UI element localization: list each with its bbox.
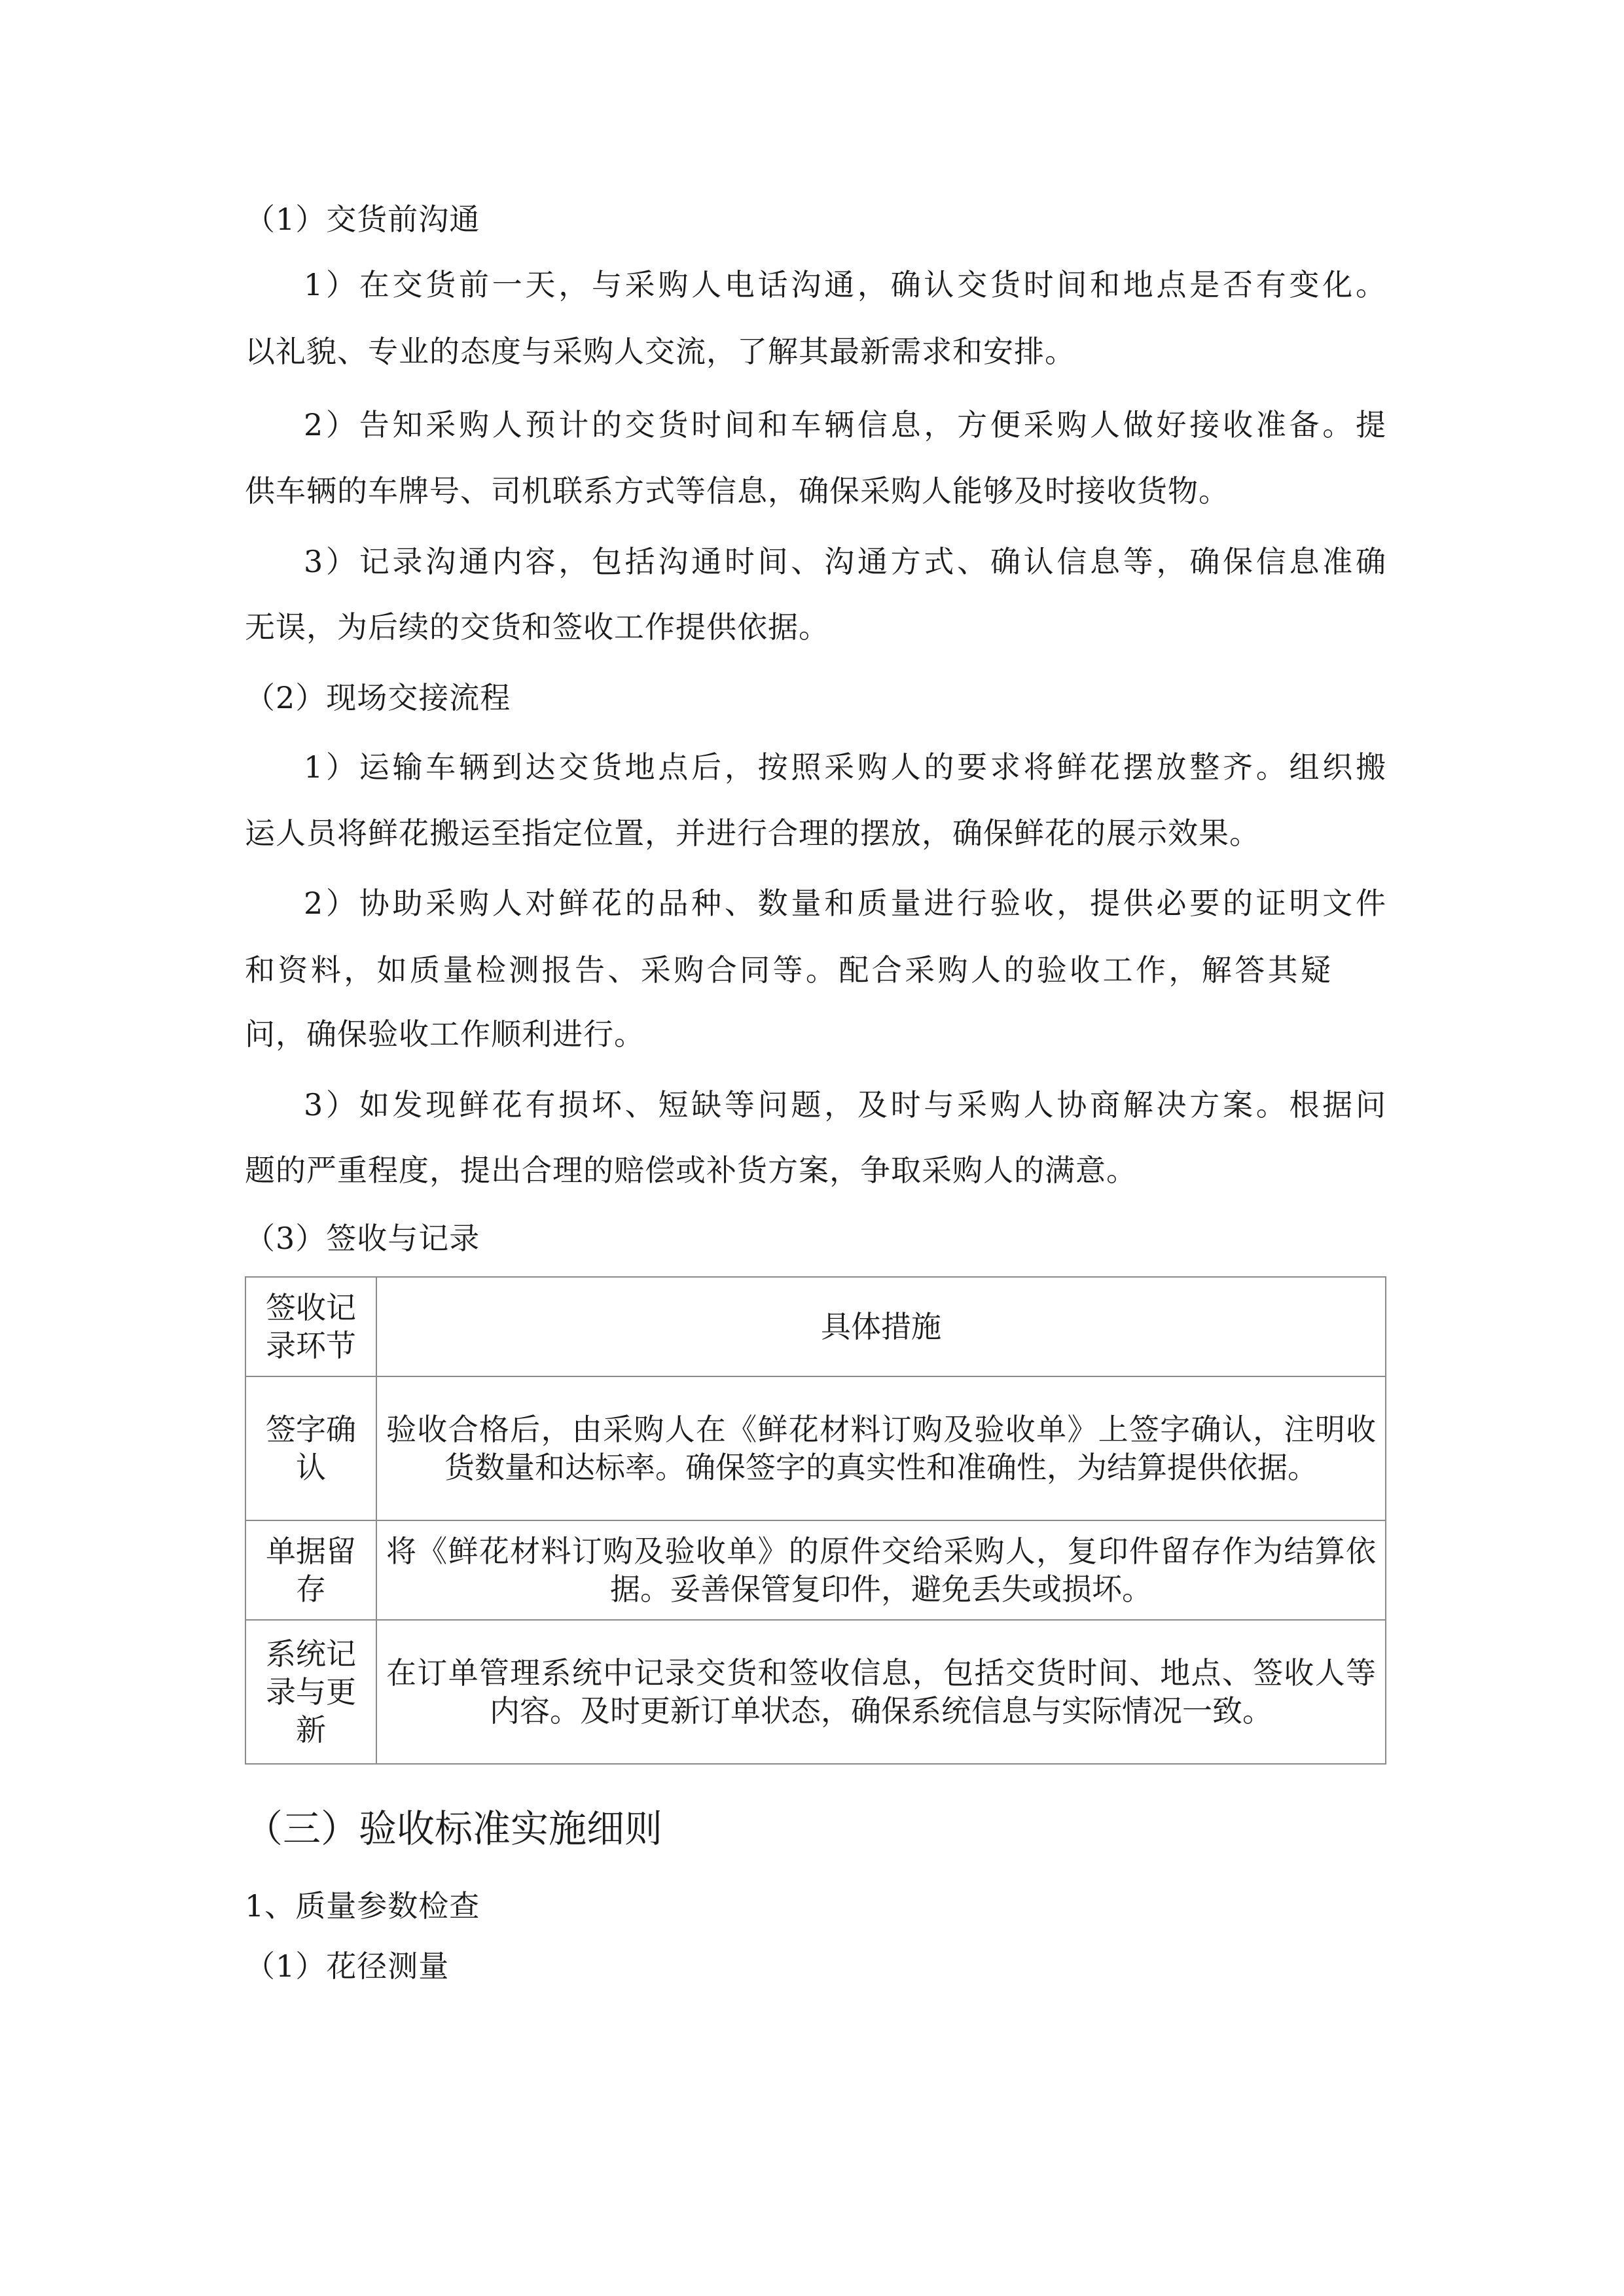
table-cell-stage: 单据留存 [245,1520,376,1620]
table-cell-stage: 签字确认 [245,1376,376,1520]
paragraph-line: 3）如发现鲜花有损坏、短缺等问题，及时与采购人协商解决方案。根据问 [304,1087,1386,1122]
table-row [245,1376,1386,1520]
section-heading-on-site-handover: （2）现场交接流程 [245,680,511,715]
table-row [245,1620,1386,1764]
section-heading-sign-and-record: （3）签收与记录 [245,1221,480,1256]
paragraph-line: 1）在交货前一天，与采购人电话沟通，确认交货时间和地点是否有变化。 [304,267,1386,302]
subheading-flower-diameter: （1）花径测量 [245,1948,450,1984]
section-heading-pre-delivery: （1）交货前沟通 [245,202,480,237]
paragraph-line: 问，确保验收工作顺利进行。 [245,1016,645,1052]
table-cell-measure [376,1620,1386,1764]
paragraph-line: 3）记录沟通内容，包括沟通时间、沟通方式、确认信息等，确保信息准确 [304,544,1386,579]
chapter-heading-acceptance-standards: （三）验收标准实施细则 [245,1806,663,1851]
table-row [245,1520,1386,1620]
table-cell-stage: 系统记录与更新 [245,1620,376,1764]
table-cell-measure-text: 在订单管理系统中记录交货和签收信息，包括交货时间、地点、签收人等内容。及时更新订单状态，确保系统信息与实际情况一致。 [386,1655,1376,1729]
table-cell-measure [376,1520,1386,1620]
paragraph-line: 以礼貌、专业的态度与采购人交流，了解其最新需求和安排。 [245,334,1075,369]
paragraph-line: 2）告知采购人预计的交货时间和车辆信息，方便采购人做好接收准备。提 [304,407,1386,442]
table-cell-measure-text: 验收合格后，由采购人在《鲜花材料订购及验收单》上签字确认，注明收货数量和达标率。确保签字的真实性和准确性，为结算提供依据。 [386,1412,1376,1485]
paragraph-line: 和资料，如质量检测报告、采购合同等。配合采购人的验收工作，解答其疑 [245,952,1331,988]
table-cell-measure-text: 将《鲜花材料订购及验收单》的原件交给采购人，复印件留存作为结算依据。妥善保管复印件，避免丢失或损坏。 [386,1534,1376,1607]
table-header-row [245,1277,1386,1376]
subheading-quality-parameters: 1、质量参数检查 [245,1888,480,1924]
table-header-measure: 具体措施 [376,1277,1386,1376]
paragraph-line: 供车辆的车牌号、司机联系方式等信息，确保采购人能够及时接收货物。 [245,473,1229,509]
paragraph-line: 2）协助采购人对鲜花的品种、数量和质量进行验收，提供必要的证明文件 [304,886,1386,921]
paragraph-line: 1）运输车辆到达交货地点后，按照采购人的要求将鲜花摆放整齐。组织搬 [304,749,1386,785]
table-cell-measure [376,1376,1386,1520]
table-header-stage: 签收记录环节 [245,1277,376,1376]
paragraph-line: 无误，为后续的交货和签收工作提供依据。 [245,609,829,645]
sign-record-table [245,1276,1386,1765]
paragraph-line: 题的严重程度，提出合理的赔偿或补货方案，争取采购人的满意。 [245,1153,1137,1188]
paragraph-line: 运人员将鲜花搬运至指定位置，并进行合理的摆放，确保鲜花的展示效果。 [245,816,1260,851]
